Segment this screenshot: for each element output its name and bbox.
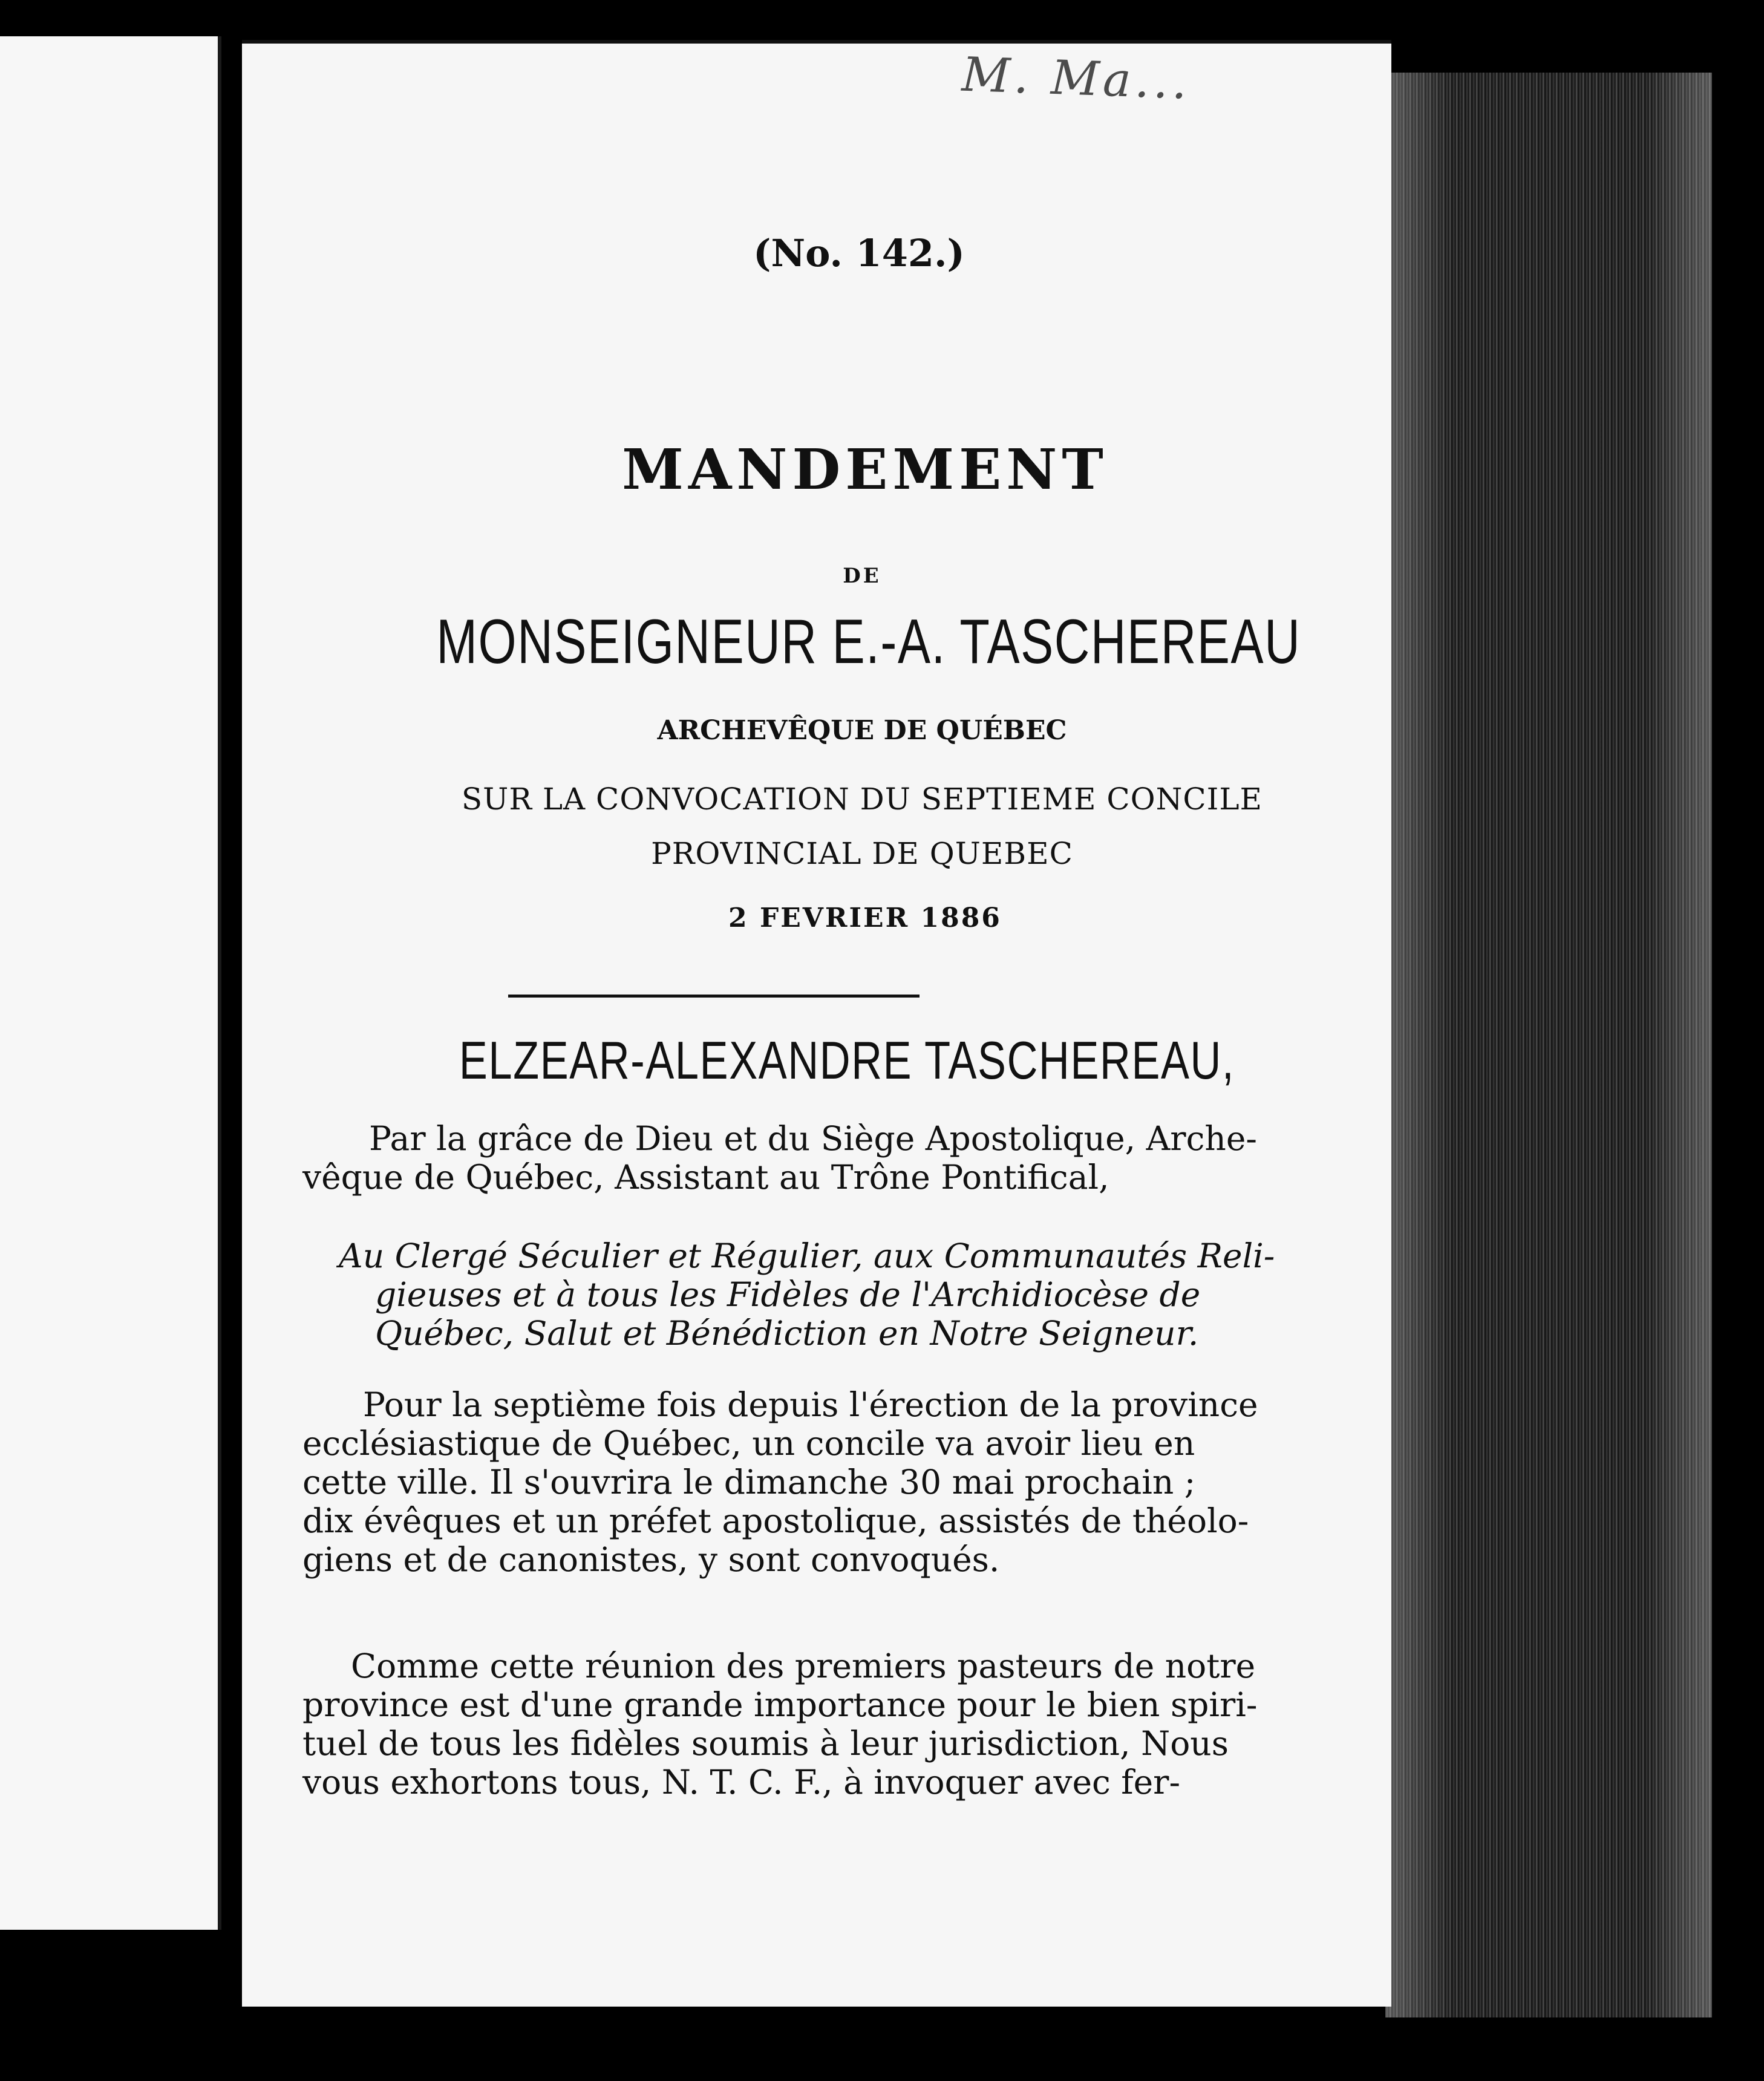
salutation-paragraph: [302, 1237, 1373, 1353]
text-line: ecclésiastique de Québec, un concile va avoir lieu en: [302, 1424, 1195, 1463]
text-line: Par la grâce de Dieu et du Siège Apostolique, Arche-: [369, 1119, 1257, 1158]
text-line: vêque de Québec, Assistant au Trône Pontifical,: [302, 1158, 1109, 1197]
text-line: Québec, Salut et Bénédiction en Notre Seigneur.: [375, 1314, 1199, 1353]
text-line: Pour la septième fois depuis l'érection de la province: [363, 1385, 1258, 1424]
document-date: 2 FEVRIER 1886: [728, 903, 1002, 933]
divider-rule: [508, 995, 920, 998]
body-paragraph-2: [302, 1647, 1373, 1802]
title-connector: DE: [843, 564, 881, 588]
subject-line-1: SUR LA CONVOCATION DU SEPTIEME CONCILE: [461, 782, 1263, 817]
text-line: cette ville. Il s'ouvrira le dimanche 30 mai prochain ;: [302, 1463, 1196, 1501]
text-line: giens et de canonistes, y sont convoqués.: [302, 1540, 1000, 1579]
handwritten-signature: M. Ma...: [961, 47, 1192, 110]
text-line: Comme cette réunion des premiers pasteurs de notre: [351, 1647, 1256, 1685]
text-line: tuel de tous les fidèles soumis à leur jurisdiction, Nous: [302, 1724, 1229, 1763]
facing-page: [0, 36, 221, 1930]
page-edges-shading: [1385, 73, 1712, 2017]
text-line: province est d'une grande importance pour le bien spiri-: [302, 1685, 1258, 1724]
text-line: gieuses et à tous les Fidèles de l'Archidiocèse de: [375, 1275, 1201, 1314]
subject-line-2: PROVINCIAL DE QUEBEC: [651, 836, 1073, 871]
document-number: (No. 142.): [753, 231, 965, 275]
document-page: [242, 44, 1391, 2007]
text-line: dix évêques et un préfet apostolique, assistés de théolo-: [302, 1501, 1249, 1540]
author-title: MONSEIGNEUR E.-A. TASCHEREAU: [436, 607, 1301, 677]
text-line: vous exhortons tous, N. T. C. F., à invoquer avec fer-: [302, 1763, 1181, 1802]
body-paragraph-1: [302, 1385, 1373, 1579]
name-heading: ELZEAR-ALEXANDRE TASCHEREAU,: [459, 1030, 1235, 1090]
text-line: Au Clergé Séculier et Régulier, aux Communautés Reli-: [339, 1237, 1275, 1275]
document-title: MANDEMENT: [622, 437, 1108, 502]
author-office: ARCHEVÊQUE DE QUÉBEC: [657, 715, 1067, 746]
grace-paragraph: [302, 1119, 1373, 1197]
